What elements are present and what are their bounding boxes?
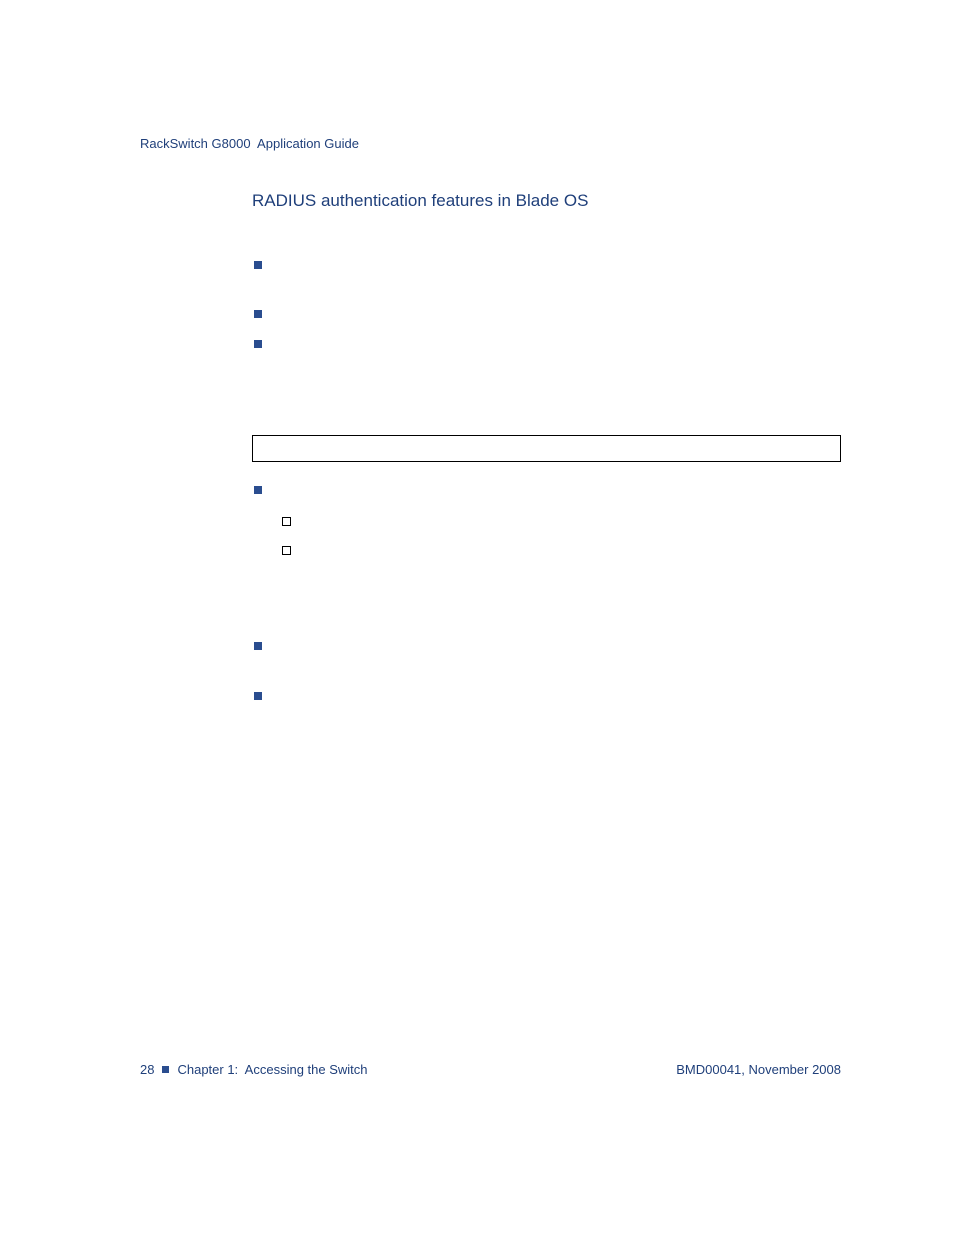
footer-separator-icon xyxy=(162,1066,169,1073)
bullet-3-icon xyxy=(254,340,262,348)
page-number: 28 xyxy=(140,1062,155,1077)
bullet-5-icon xyxy=(254,642,262,650)
sub-bullet-1-icon xyxy=(282,517,291,526)
chapter-title: Chapter 1: Accessing the Switch xyxy=(177,1062,368,1077)
running-header: RackSwitch G8000 Application Guide xyxy=(140,136,359,151)
note-box xyxy=(252,435,841,462)
bullet-6-icon xyxy=(254,692,262,700)
section-heading: RADIUS authentication features in Blade OS xyxy=(252,191,589,210)
bullet-2-icon xyxy=(254,310,262,318)
footer-doc-id: BMD00041, November 2008 xyxy=(676,1062,841,1077)
footer-left xyxy=(140,1062,368,1077)
bullet-1-icon xyxy=(254,261,262,269)
sub-bullet-2-icon xyxy=(282,546,291,555)
bullet-4-icon xyxy=(254,486,262,494)
